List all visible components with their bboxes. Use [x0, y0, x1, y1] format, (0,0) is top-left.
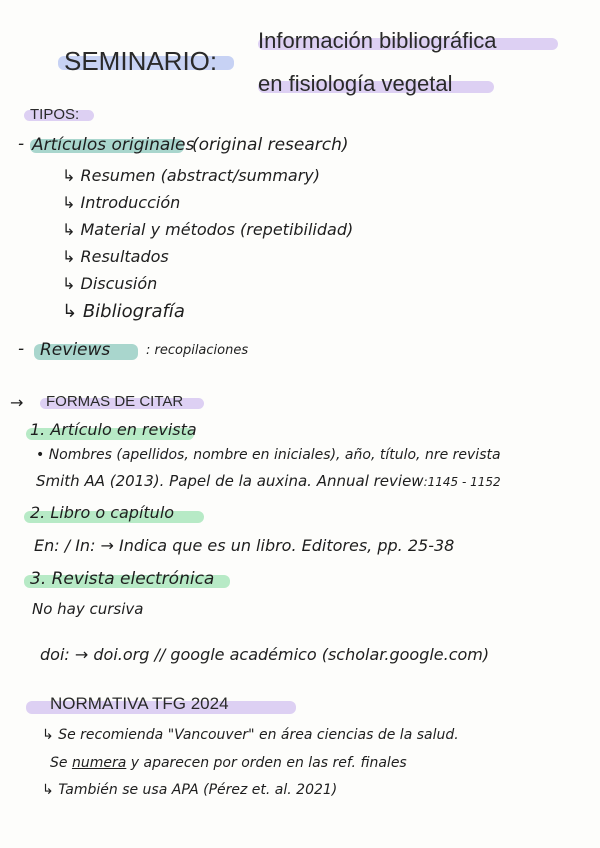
- corner-arrow-icon: ↳: [62, 166, 76, 185]
- arrow-right-icon: →: [100, 536, 114, 555]
- corner-arrow-icon: ↳: [62, 301, 78, 322]
- corner-arrow-icon: ↳: [62, 274, 76, 293]
- tipos-dash-2: -: [18, 339, 25, 359]
- subitem-resultados: ↳ Resultados: [62, 247, 169, 266]
- subitem-material: ↳ Material y métodos (repetibilidad): [62, 220, 354, 239]
- normativa-heading: NORMATIVA TFG 2024: [50, 694, 229, 713]
- corner-arrow-icon: ↳: [42, 727, 54, 743]
- page-title: SEMINARIO:: [64, 46, 218, 76]
- corner-arrow-icon: ↳: [62, 220, 76, 239]
- subitem-introduccion: ↳ Introducción: [62, 193, 181, 212]
- tipos-heading: TIPOS:: [30, 106, 80, 123]
- corner-arrow-icon: ↳: [62, 193, 76, 212]
- subitem-resumen: ↳ Resumen (abstract/summary): [62, 166, 320, 185]
- arrow-right-icon: →: [74, 645, 89, 664]
- s1-bullet: • Nombres (apellidos, nombre en iniciales), año, título, nre revista: [36, 447, 501, 463]
- normativa-line3: ↳ También se usa APA (Pérez et. al. 2021): [42, 782, 338, 798]
- normativa-line1: ↳ Se recomienda "Vancouver" en área ciencias de la salud.: [42, 727, 459, 743]
- s1-example: Smith AA (2013). Papel de la auxina. Annual review:1145 - 1152: [36, 472, 501, 490]
- normativa-line2: Se numera y aparecen por orden en las ref. finales: [50, 755, 407, 771]
- articulos-label: Artículos originales: [32, 135, 195, 155]
- arrow-right-icon: →: [10, 393, 24, 412]
- s3-title: 3. Revista electrónica: [30, 569, 215, 589]
- subitem-discusion: ↳ Discusión: [62, 274, 158, 293]
- formas-heading: FORMAS DE CITAR: [46, 393, 184, 410]
- s1-title: 1. Artículo en revista: [30, 420, 197, 439]
- subtitle-line2: en fisiología vegetal: [258, 71, 453, 96]
- subtitle-line1: Información bibliográfica: [258, 28, 497, 53]
- reviews-note: : recopilaciones: [146, 343, 249, 358]
- reviews-label: Reviews: [40, 340, 111, 360]
- s3-line: No hay cursiva: [32, 600, 144, 618]
- doi-line: doi: → doi.org // google académico (scholar.google.com): [40, 645, 490, 664]
- s2-title: 2. Libro o capítulo: [30, 503, 175, 522]
- corner-arrow-icon: ↳: [42, 782, 54, 798]
- corner-arrow-icon: ↳: [62, 247, 76, 266]
- articulos-note: (original research): [192, 135, 349, 155]
- tipos-dash-1: -: [18, 134, 25, 154]
- subitem-bibliografia: ↳ Bibliografía: [62, 301, 185, 322]
- s2-line: En: / In: → Indica que es un libro. Editores, pp. 25-38: [34, 536, 455, 555]
